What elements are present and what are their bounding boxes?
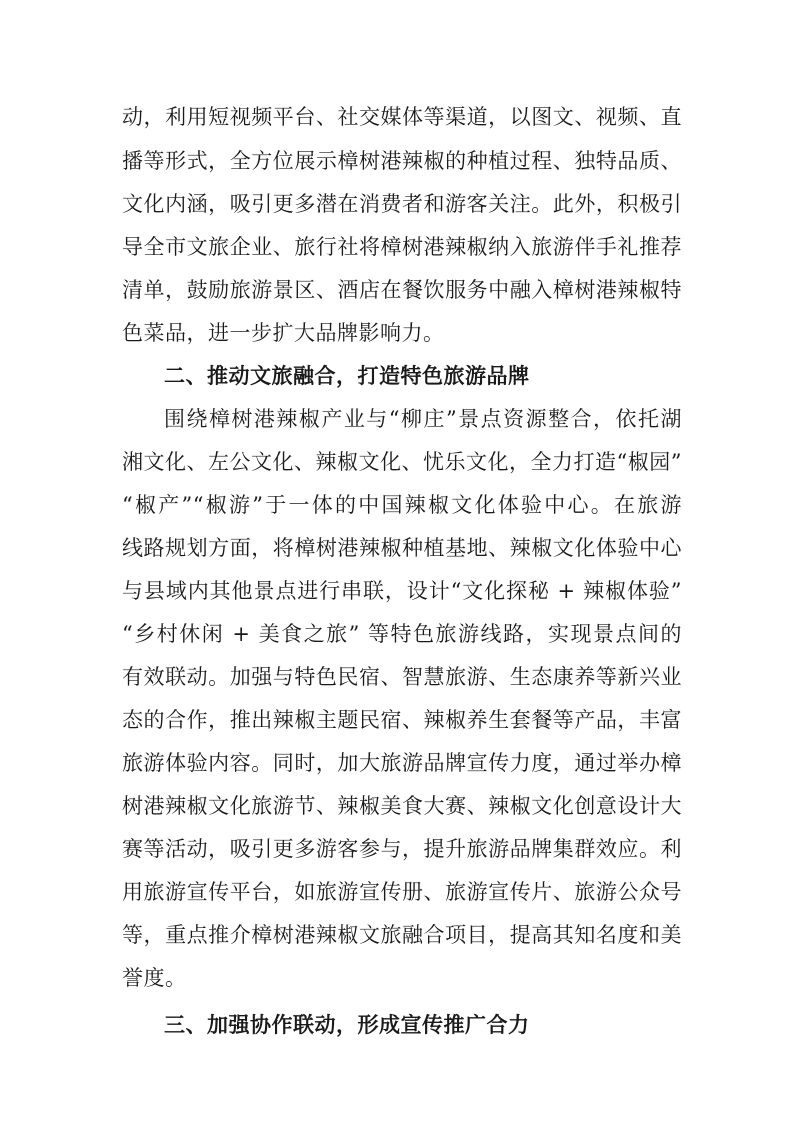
paragraph-1-line: 清单，鼓励旅游景区、酒店在餐饮服务中融入樟树港辣椒特 xyxy=(122,278,682,302)
paragraph-2-line: 线路规划方面，将樟树港辣椒种植基地、辣椒文化体验中心 xyxy=(122,536,682,560)
paragraph-1-line: 播等形式，全方位展示樟树港辣椒的种植过程、独特品质、 xyxy=(122,149,682,173)
paragraph-1-line: 动，利用短视频平台、社交媒体等渠道，以图文、视频、直 xyxy=(122,105,682,129)
paragraph-2-line: 用旅游宣传平台，如旅游宣传册、旅游宣传片、旅游公众号 xyxy=(122,880,682,904)
section-heading-3: 三、加强协作联动，形成宣传推广合力 xyxy=(164,1013,530,1037)
paragraph-2-line: 与县域内其他景点进行串联，设计“文化探秘 + 辣椒体验” xyxy=(122,579,682,603)
paragraph-2-line: 誉度。 xyxy=(122,966,187,990)
section-heading-2: 二、推动文旅融合，打造特色旅游品牌 xyxy=(164,364,530,388)
paragraph-2-line: 湘文化、左公文化、辣椒文化、忧乐文化，全力打造“椒园” xyxy=(122,450,682,474)
paragraph-2-line: “乡村休闲 + 美食之旅” 等特色旅游线路，实现景点间的 xyxy=(122,622,682,646)
paragraph-2-line: 树港辣椒文化旅游节、辣椒美食大赛、辣椒文化创意设计大 xyxy=(122,794,682,818)
paragraph-1-line: 导全市文旅企业、旅行社将樟树港辣椒纳入旅游伴手礼推荐 xyxy=(122,235,682,259)
paragraph-2-line: 等，重点推介樟树港辣椒文旅融合项目，提高其知名度和美 xyxy=(122,923,682,947)
paragraph-1-line: 色菜品，进一步扩大品牌影响力。 xyxy=(122,321,445,345)
paragraph-2-line: 有效联动。加强与特色民宿、智慧旅游、生态康养等新兴业 xyxy=(122,665,682,689)
paragraph-1-line: 文化内涵，吸引更多潜在消费者和游客关注。此外，积极引 xyxy=(122,192,682,216)
paragraph-2-line: 旅游体验内容。同时，加大旅游品牌宣传力度，通过举办樟 xyxy=(122,751,682,775)
paragraph-2-line: “椒产”“椒游”于一体的中国辣椒文化体验中心。在旅游 xyxy=(122,493,682,517)
paragraph-2-line: 赛等活动，吸引更多游客参与，提升旅游品牌集群效应。利 xyxy=(122,837,682,861)
paragraph-2-line: 围绕樟树港辣椒产业与“柳庄”景点资源整合，依托湖 xyxy=(164,407,682,431)
paragraph-2-line: 态的合作，推出辣椒主题民宿、辣椒养生套餐等产品，丰富 xyxy=(122,708,682,732)
